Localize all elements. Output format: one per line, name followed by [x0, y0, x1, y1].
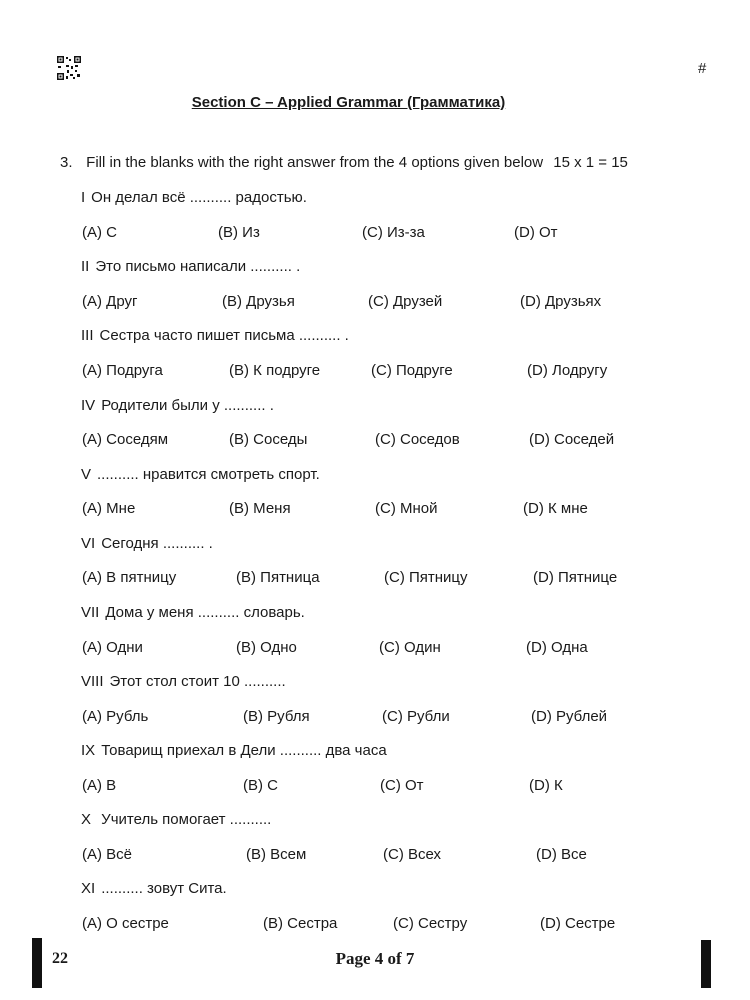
qr-code-icon: [57, 56, 81, 80]
item-roman: V: [81, 466, 92, 483]
option-b[interactable]: (B) Пятница: [236, 569, 320, 586]
option-a[interactable]: (A) Соседям: [82, 431, 169, 448]
item-roman: III: [81, 327, 94, 344]
item-roman: IX: [81, 742, 96, 759]
option-d[interactable]: (D) Рублей: [531, 708, 608, 725]
item-text: Он делал всё .......... радостью.: [91, 189, 307, 206]
item-text: Дома у меня .......... словарь.: [105, 604, 305, 621]
page-label: Page 4 of 7: [335, 949, 415, 968]
option-b[interactable]: (B) Рубля: [243, 708, 310, 725]
question-instruction: Fill in the blanks with the right answer from the 4 options given below: [86, 154, 544, 171]
item-prompt: [81, 742, 387, 759]
option-a[interactable]: (A) О сестре: [82, 915, 169, 932]
item-prompt: [81, 258, 300, 275]
item-prompt: [81, 535, 213, 552]
item-roman: II: [81, 258, 90, 275]
option-c[interactable]: (C) Мной: [375, 500, 438, 517]
option-b[interactable]: (B) Из: [218, 224, 260, 241]
option-c[interactable]: (C) От: [380, 777, 424, 794]
option-b[interactable]: (B) Друзья: [222, 293, 295, 310]
option-d[interactable]: (D) Все: [536, 846, 587, 863]
item-prompt: [81, 327, 349, 344]
option-a[interactable]: (A) Одни: [82, 639, 143, 656]
option-b[interactable]: (B) Одно: [236, 639, 297, 656]
option-c[interactable]: (C) Из-за: [362, 224, 425, 241]
option-c[interactable]: (C) Пятницу: [384, 569, 468, 586]
option-a[interactable]: (A) В: [82, 777, 117, 794]
item-text: Учитель помогает ..........: [97, 811, 272, 828]
item-text: Это письмо написали .......... .: [95, 258, 301, 275]
option-d[interactable]: (D) Одна: [526, 639, 588, 656]
option-c[interactable]: (C) Соседов: [375, 431, 460, 448]
item-prompt: [81, 466, 320, 483]
option-c[interactable]: (C) Рубли: [382, 708, 450, 725]
option-c[interactable]: (C) Всех: [383, 846, 442, 863]
option-a[interactable]: (A) Мне: [82, 500, 136, 517]
option-b[interactable]: (B) Меня: [229, 500, 291, 517]
item-text: .......... зовут Сита.: [101, 880, 227, 897]
item-text: Этот стол стоит 10 ..........: [109, 673, 286, 690]
option-a[interactable]: (A) В пятницу: [82, 569, 177, 586]
option-b[interactable]: (B) Всем: [246, 846, 307, 863]
option-d[interactable]: (D) Пятнице: [533, 569, 618, 586]
item-prompt: [81, 673, 286, 690]
item-roman: VII: [81, 604, 100, 621]
item-roman: X: [81, 811, 92, 828]
option-b[interactable]: (B) С: [243, 777, 278, 794]
section-title: Section C – Applied Grammar (Грамматика): [191, 94, 506, 111]
option-a[interactable]: (A) Подруга: [82, 362, 163, 379]
option-c[interactable]: (C) Подруге: [371, 362, 453, 379]
option-d[interactable]: (D) От: [514, 224, 558, 241]
option-d[interactable]: (D) Сестре: [540, 915, 616, 932]
option-d[interactable]: (D) Друзьях: [520, 293, 602, 310]
option-a[interactable]: (A) Всё: [82, 846, 133, 863]
option-d[interactable]: (D) К: [529, 777, 563, 794]
item-prompt: [81, 880, 227, 897]
option-c[interactable]: (C) Один: [379, 639, 441, 656]
question-marks: 15 x 1 = 15: [553, 154, 628, 171]
option-b[interactable]: (B) Сестра: [263, 915, 338, 932]
item-prompt: [81, 397, 274, 414]
item-text: .......... нравится смотреть спорт.: [97, 466, 320, 483]
question-number: 3.: [60, 154, 73, 171]
option-b[interactable]: (B) К подруге: [229, 362, 321, 379]
option-c[interactable]: (C) Друзей: [368, 293, 443, 310]
question-header: [60, 154, 628, 171]
page-number: 22: [52, 950, 68, 967]
item-roman: IV: [81, 397, 96, 414]
option-b[interactable]: (B) Соседы: [229, 431, 308, 448]
item-text: Сестра часто пишет письма .......... .: [99, 327, 349, 344]
option-a[interactable]: (A) Друг: [82, 293, 138, 310]
item-text: Товарищ приехал в Дели .......... два часа: [101, 742, 387, 759]
option-a[interactable]: (A) С: [82, 224, 117, 241]
option-c[interactable]: (C) Сестру: [393, 915, 468, 932]
item-prompt: [81, 811, 271, 828]
item-roman: VIII: [81, 673, 104, 690]
item-text: Родители были у .......... .: [101, 397, 274, 414]
option-d[interactable]: (D) К мне: [523, 500, 588, 517]
option-d[interactable]: (D) Лодругу: [527, 362, 608, 379]
item-roman: XI: [81, 880, 96, 897]
item-text: Сегодня .......... .: [101, 535, 213, 552]
option-d[interactable]: (D) Соседей: [529, 431, 615, 448]
item-roman: I: [81, 189, 86, 206]
item-prompt: [81, 189, 307, 206]
page-marker: #: [698, 60, 707, 77]
option-a[interactable]: (A) Рубль: [82, 708, 149, 725]
item-prompt: [81, 604, 305, 621]
item-roman: VI: [81, 535, 96, 552]
